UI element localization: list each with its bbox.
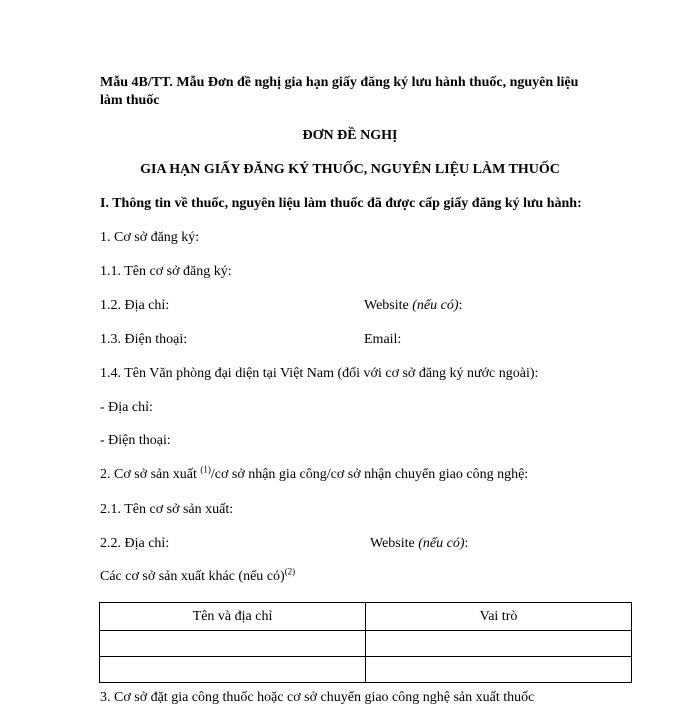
rep-office-field: 1.4. Tên Văn phòng đại diện tại Việt Nam (đối với cơ sở đăng ký nước ngoài): (100, 366, 539, 381)
reg-address-field: 1.2. Địa chỉ: (100, 298, 170, 313)
rep-address-field: - Địa chỉ: (100, 400, 153, 415)
reg-website-field: Website (nếu có): (364, 298, 463, 313)
document-subtitle: GIA HẠN GIẤY ĐĂNG KÝ THUỐC, NGUYÊN LIỆU LÀM THUỐC (140, 162, 560, 177)
table-header-role: Vai trò (366, 603, 632, 631)
table-cell (100, 657, 366, 683)
reg-phone-field: 1.3. Điện thoại: (100, 332, 188, 347)
form-code: Mẫu 4B/TT. Mẫu Đơn đề nghị gia hạn giấy đăng ký lưu hành thuốc, nguyên liệu (100, 75, 579, 90)
table-cell (366, 657, 632, 683)
table-cell (366, 631, 632, 657)
table-row (100, 631, 632, 657)
reg-name-field: 1.1. Tên cơ sở đăng ký: (100, 264, 232, 279)
section-3-partial: 3. Cơ sở đặt gia công thuốc hoặc cơ sở chuyển giao công nghệ sản xuất thuốc (100, 690, 535, 705)
mfr-name-field: 2.1. Tên cơ sở sản xuất: (100, 502, 234, 517)
document-title: ĐƠN ĐỀ NGHỊ (302, 128, 398, 143)
mfr-heading: 2. Cơ sở sản xuất $^{(1)}$/cơ sở nhận gia công/cơ sở nhận chuyển giao công nghệ: (100, 464, 529, 482)
table-header-name-address: Tên và địa chỉ (100, 603, 366, 631)
mfr-website-field: Website (nếu có): (370, 536, 469, 551)
reg-heading: 1. Cơ sở đăng ký: (100, 230, 200, 245)
other-mfr-table (99, 602, 632, 683)
mfr-address-field: 2.2. Địa chỉ: (100, 536, 170, 551)
form-code-cont: làm thuốc (100, 93, 160, 108)
table-header-row (100, 603, 632, 631)
section-1-heading: I. Thông tin về thuốc, nguyên liệu làm thuốc đã được cấp giấy đăng ký lưu hành: (100, 196, 582, 211)
reg-email-field: Email: (364, 332, 402, 347)
other-mfr-label: Các cơ sở sản xuất khác (nếu có)$^{(2)}$ (100, 566, 296, 584)
table-cell (100, 631, 366, 657)
rep-phone-field: - Điện thoại: (100, 433, 171, 448)
table-row (100, 657, 632, 683)
